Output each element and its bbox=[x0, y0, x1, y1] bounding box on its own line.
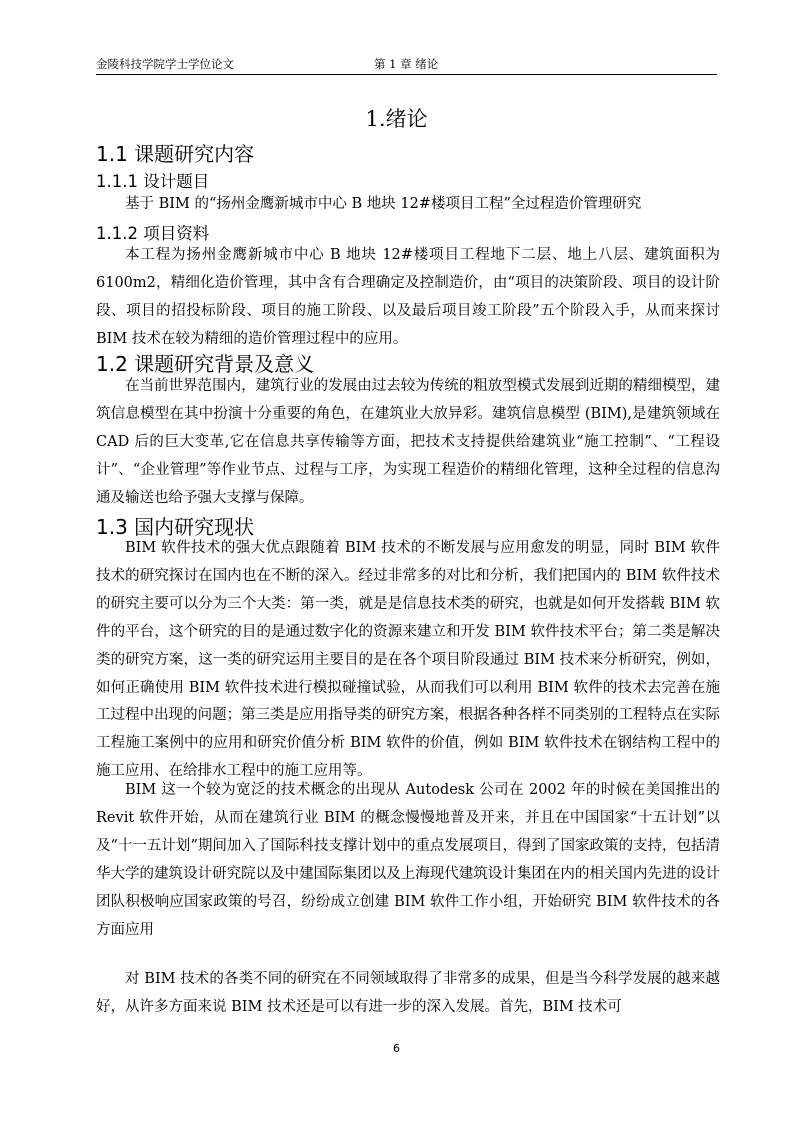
paragraph-domestic-research-1: BIM 软件技术的强大优点跟随着 BIM 技术的不断发展与应用愈发的明显，同时 BIM 软件技术的研究探讨在国内也在不断的深入。经过非常多的对比和分析，我们把国内的 BIM 软件技术的研究主要可以分为三个大类：第一类，就是是信息技术类的研究，也就是如何开发搭载 BIM 软件的平台，这个研究的目的是通过数字化的资源来建立和开发 BIM 软件技术平台；第二类是解决类的研究方案，这一类的研究运用主要目的是在各个项目阶段通过 BIM 技术来分析研究，例如，如何正确使用 BIM 软件技术进行模拟碰撞试验，从而我们可以利用 BIM 软件的技术去完善在施工过程中出现的问题；第三类是应用指导类的研究方案，根据各种各样不同类别的工程特点在实际工程施工案例中的应用和研究价值分析 BIM 软件的价值，例如 BIM 软件技术在钢结构工程中的施工应用、在给排水工程中的施工应用等。 bbox=[96, 540, 720, 780]
heading-1-1-1: 1.1.1 设计题目 bbox=[96, 172, 210, 191]
paragraph-project-info: 本工程为扬州金鹰新城市中心 B 地块 12#楼项目工程地下二层、地上八层、建筑面积为 6100m2，精细化造价管理，其中含有合理确定及控制造价，由“项目的决策阶段、项目的设计阶段、项目的招投标阶段、项目的施工阶段、以及最后项目竣工阶段”五个阶段入手，从而来探讨 BIM 技术在较为精细的造价管理过程中的应用。 bbox=[96, 247, 720, 347]
paragraph-background: 在当前世界范围内，建筑行业的发展由过去较为传统的粗放型模式发展到近期的精细模型，建筑信息模型在其中扮演十分重要的角色，在建筑业大放异彩。建筑信息模型 (BIM),是建筑领域在 CAD 后的巨大变革,它在信息共享传输等方面，把技术支持提供给建筑业“施工控制”、“工程设计”、“企业管理”等作业节点、过程与工序，为实现工程造价的精细化管理，这种全过程的信息沟通及输送也给予强大支撑与保障。 bbox=[96, 378, 720, 506]
heading-1-1-2: 1.1.2 项目资料 bbox=[96, 224, 210, 243]
paragraph-domestic-research-3: 对 BIM 技术的各类不同的研究在不同领域取得了非常多的成果，但是当今科学发展的越来越好，从许多方面来说 BIM 技术还是可以有进一步的深入发展。首先，BIM 技术可 bbox=[96, 971, 720, 1015]
chapter-title: 1.绪论 bbox=[365, 107, 428, 131]
header-thesis-title: 金陵科技学院学士学位论文 bbox=[96, 57, 234, 71]
heading-1-2: 1.2 课题研究背景及意义 bbox=[96, 352, 315, 376]
page-number: 6 bbox=[393, 1042, 400, 1055]
heading-1-3: 1.3 国内研究现状 bbox=[96, 515, 255, 539]
header-chapter: 第 1 章 绪论 bbox=[374, 57, 439, 71]
page-header bbox=[96, 52, 717, 75]
paragraph-design-topic: 基于 BIM 的“扬州金鹰新城市中心 B 地块 12#楼项目工程”全过程造价管理研究 bbox=[125, 196, 642, 212]
paragraph-domestic-research-2: BIM 这一个较为宽泛的技术概念的出现从 Autodesk 公司在 2002 年的时候在美国推出的 Revit 软件开始，从而在建筑行业 BIM 的概念慢慢地普及开来，并且在中国国家“十五计划”以及“十一五计划”期间加入了国际科技支撑计划中的重点发展项目，得到了国家政策的支持，包括清华大学的建筑设计研究院以及中建国际集团以及上海现代建筑设计集团在内的相关国内先进的设计团队积极响应国家政策的号召，纷纷成立创建 BIM 软件工作小组，开始研究 BIM 软件技术的各方面应用 bbox=[96, 782, 720, 938]
heading-1-1: 1.1 课题研究内容 bbox=[96, 142, 255, 166]
